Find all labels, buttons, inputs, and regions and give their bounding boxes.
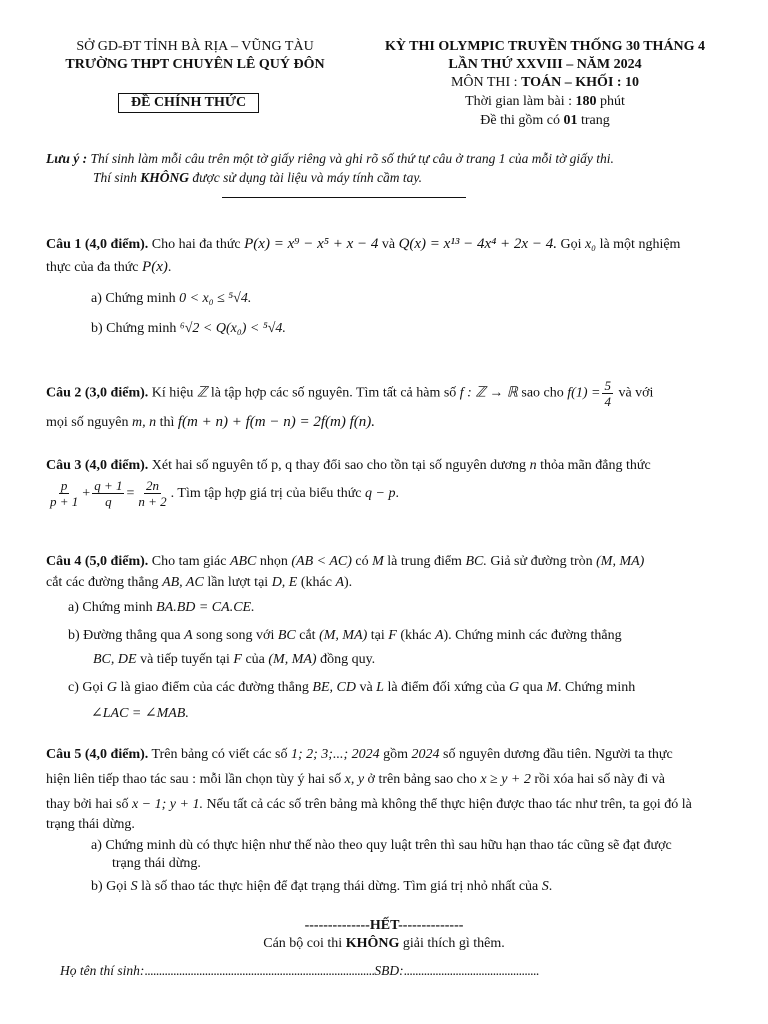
q5-text-b: gồm [379, 747, 412, 762]
q3-equals: = [126, 486, 135, 501]
q4-line2-a: cắt các đường thẳng [46, 575, 163, 590]
q3-label: Câu 3 (4,0 điểm). [46, 458, 149, 473]
pages-prefix: Đề thi gồm có [480, 113, 564, 128]
q5-text-a: Trên bảng có viết các số [148, 747, 291, 762]
q2-f1: f(1) = [567, 385, 601, 401]
q4-circle: (M, MA) [596, 554, 645, 569]
q2-function: f : ℤ → ℝ [459, 385, 518, 401]
q3-f1-num: p [60, 478, 68, 494]
end-marker: --------------HẾT-------------- [304, 918, 464, 933]
q5b-ms: S [130, 879, 138, 894]
q4b-f: ). Chứng minh các đường thẳng [443, 628, 622, 643]
q4b2-b: của [241, 652, 269, 667]
q5-l3-b: Nếu tất cả các số trên bảng mà không thể thực hiện được thao tác như trên, ta gọi đó là [202, 797, 692, 812]
q4-text-b: nhọn [256, 554, 292, 569]
q4b-mf: F [388, 628, 397, 643]
header-department: SỞ GD-ĐT TỈNH BÀ RỊA – VŨNG TÀU [76, 39, 314, 54]
note-text-2-bold: KHÔNG [140, 170, 190, 185]
q4b2-a: và tiếp tuyến tại [136, 652, 234, 667]
q4-line2-b: lần lượt tại [203, 575, 272, 590]
q3-f3-num: 2n [146, 478, 160, 494]
q3-text-end: thỏa mãn đẳng thức [536, 458, 651, 473]
q4-bc: BC. [465, 554, 487, 569]
header-divider [222, 197, 466, 198]
q4b-mbc: BC [277, 628, 296, 643]
q1-part-a [91, 290, 251, 308]
q5-part-b [91, 878, 552, 896]
q3-line2-text: Tìm tập hợp giá trị của biểu thức [174, 486, 366, 501]
q4c-mm: M [546, 680, 558, 695]
q4b2-c: đồng quy. [316, 652, 376, 667]
header-time [345, 94, 745, 110]
q4c-e: qua [519, 680, 547, 695]
candidate-name-dots: ................................................................................ [144, 963, 375, 978]
q5a-text-2: trạng thái dừng. [112, 856, 201, 871]
q3-expression: q − p [365, 486, 396, 501]
q2-mn: m, n [131, 415, 157, 430]
q4-part-b-line-2 [93, 651, 375, 669]
q5-number-list: 1; 2; 3;...; 2024 [290, 747, 380, 762]
q3-fraction-3 [136, 478, 168, 509]
q4-label: Câu 4 (5,0 điểm). [46, 554, 149, 569]
q1-text-d: là một nghiệm [596, 237, 681, 252]
q4c-angle-equation: ∠LAC = ∠MAB. [91, 706, 189, 721]
q1-label: Câu 1 (4,0 điểm). [46, 237, 149, 252]
pages-suffix: trang [577, 113, 610, 128]
q5-l2-a: hiện liên tiếp thao tác sau : mỗi lần chọn tùy ý hai số [46, 772, 345, 787]
q5b-end: . [548, 879, 553, 894]
q4b-d: tại [367, 628, 389, 643]
q5-l3-m: x − 1; y + 1. [131, 797, 203, 812]
q5-text-c: số nguyên dương đầu tiên. Người ta thực [439, 747, 673, 762]
q2-text-b: là tập hợp các số nguyên. Tìm tất cả hàm số [207, 385, 460, 401]
q4-line-2 [46, 574, 352, 592]
subject-value: TOÁN – KHỐI : 10 [521, 75, 640, 90]
q3-line-2 [46, 477, 399, 511]
q4b-c: cắt [295, 628, 320, 643]
proctor-note-a: Cán bộ coi thi [263, 936, 346, 951]
time-prefix: Thời gian làm bài : [465, 94, 576, 109]
q1a-label: a) Chứng minh [91, 291, 180, 306]
q4c-f: . Chứng minh [558, 680, 636, 695]
q2-line-1 [46, 378, 653, 409]
q4b2-m1: BC, DE [93, 652, 137, 667]
q4-text-c: có [351, 554, 373, 569]
candidate-info-line [60, 962, 539, 980]
q5-label: Câu 5 (4,0 điểm). [46, 747, 149, 762]
q1b-label: b) Chứng minh [91, 321, 180, 336]
q4-part-c-line-2 [91, 705, 189, 723]
time-value: 180 [575, 94, 597, 109]
q4-line2-m1: AB, AC [162, 575, 204, 590]
q1-line2-text: thực của đa thức [46, 260, 143, 275]
q4b-b: song song với [192, 628, 278, 643]
q4-text-d: là trung điểm [383, 554, 466, 569]
q4-ab-ac: (AB < AC) [291, 554, 352, 569]
q4b-ma: A [184, 628, 193, 643]
q1-and: và [378, 237, 399, 252]
q4a-math: BA.BD = CA.CE. [156, 600, 255, 615]
q3-text: Xét hai số nguyên tố p, q thay đổi sao cho tồn tại số nguyên dương [148, 458, 530, 473]
q2-integers: ℤ [196, 385, 208, 401]
q2-equation: f(m + n) + f(m − n) = 2f(m) f(n). [177, 414, 375, 430]
q3-fraction-1 [48, 478, 80, 509]
note-text-2b: được sử dụng tài liệu và máy tính cầm tay. [189, 170, 423, 185]
q1-text-c: Gọi [556, 237, 585, 252]
q5-line-3 [46, 796, 692, 814]
q4c-d: là điểm đối xứng của [383, 680, 509, 695]
q4-line-1 [46, 553, 644, 571]
q5-line-4 [46, 816, 135, 834]
q5b-ms2: S [541, 879, 549, 894]
q4-part-a [68, 599, 255, 617]
q2-frac-den: 4 [604, 394, 611, 409]
q4c-a: c) Gọi [68, 680, 107, 695]
q3-f2-num: q + 1 [94, 478, 123, 494]
q3-f2-den: q [105, 494, 112, 510]
q3-n: n [529, 458, 537, 473]
q4-line2-m2: D, E [271, 575, 298, 590]
q4b2-mf: F [233, 652, 242, 667]
q4a-label: a) Chứng minh [68, 600, 157, 615]
q4c-ml: L [376, 680, 384, 695]
header-pages [345, 113, 745, 129]
q2-line2-text: mọi số nguyên [46, 415, 132, 430]
q4-line2-d: ). [344, 575, 353, 590]
q2-text-a: Kí hiệu [148, 385, 197, 401]
q4-part-c-line-1 [68, 679, 635, 697]
q4b-a: b) Đường thẳng qua [68, 628, 185, 643]
q2-thi: thì [156, 415, 178, 430]
q1-poly-q: Q(x) = x¹³ − 4x⁴ + 2x − 4. [398, 236, 557, 252]
q4-m: M [372, 554, 384, 569]
q1-line2-math: P(x) [142, 259, 168, 275]
proctor-note-bold: KHÔNG [345, 936, 400, 951]
q1-text: Cho hai đa thức [148, 237, 245, 252]
header-contest-edition: LẦN THỨ XXVIII – NĂM 2024 [448, 57, 642, 72]
q4c-c: và [355, 680, 377, 695]
q3-line2-end: . [395, 486, 399, 501]
q3-dot: . [170, 486, 175, 501]
q3-f1-den: p + 1 [50, 494, 79, 510]
q5-part-a-line-1 [91, 837, 672, 855]
q2-frac-num: 5 [604, 378, 611, 393]
q5-l3-a: thay bởi hai số [46, 797, 132, 812]
q2-text-c: sao cho [517, 385, 568, 401]
q4c-m1: BE, CD [312, 680, 356, 695]
q4c-b: là giao điểm của các đường thẳng [117, 680, 313, 695]
pages-value: 01 [563, 113, 578, 128]
note-text-2a: Thí sinh [93, 170, 141, 185]
q4-text-a: Cho tam giác [148, 554, 230, 569]
q2-label: Câu 2 (3,0 điểm). [46, 385, 149, 401]
q3-fraction-2 [92, 478, 124, 509]
q4b2-mc: (M, MA) [268, 652, 317, 667]
q1b-math: ⁶√2 < Q(x₀) < ⁵√4. [179, 321, 286, 336]
q4-text-e: Giả sử đường tròn [486, 554, 597, 569]
header-contest-title: KỲ THI OLYMPIC TRUYỀN THỐNG 30 THÁNG 4 [384, 39, 706, 54]
q2-line-2 [46, 413, 375, 432]
note-line-1 [46, 150, 614, 168]
q1-line-2 [46, 258, 171, 277]
q1-line2-end: . [167, 260, 172, 275]
q4-abc: ABC [229, 554, 257, 569]
q3-line-1 [46, 457, 651, 475]
q4b-e: (khác [396, 628, 435, 643]
subject-prefix: MÔN THI : [450, 75, 522, 90]
q5b-a: b) Gọi [91, 879, 131, 894]
q3-plus: + [82, 486, 91, 501]
q5-2024: 2024 [411, 747, 440, 762]
header-subject [345, 75, 745, 91]
q2-text-d: và với [614, 385, 654, 401]
note-label: Lưu ý : [46, 151, 88, 166]
q3-f3-den: n + 2 [138, 494, 167, 510]
q4c-mg: G [106, 680, 118, 695]
q5-line-1 [46, 746, 673, 764]
q5-l2-m1: x, y [344, 772, 365, 787]
q2-fraction [602, 378, 613, 409]
note-text-1: Thí sinh làm mỗi câu trên một tờ giấy riêng và ghi rõ số thứ tự câu ở trang 1 của mỗi tờ giấy thi. [87, 151, 614, 166]
proctor-note [0, 936, 768, 952]
q5-l4: trạng thái dừng. [46, 817, 135, 832]
q1-x0: x₀ [584, 237, 597, 252]
q4-line2-m3: A [335, 575, 345, 590]
header-school: TRƯỜNG THPT CHUYÊN LÊ QUÝ ĐÔN [65, 57, 325, 72]
q5-l2-c: rồi xóa hai số này đi và [530, 772, 666, 787]
q1-line-1 [46, 235, 680, 254]
q4b-mc: (M, MA) [319, 628, 368, 643]
q1a-math: 0 < x₀ ≤ ⁵√4. [179, 291, 252, 306]
q1-poly-p: P(x) = x⁹ − x⁵ + x − 4 [244, 236, 379, 252]
q5-l2-m2: x ≥ y + 2 [480, 772, 531, 787]
note-line-2 [93, 169, 422, 187]
q1-part-b [91, 320, 286, 338]
candidate-sbd-dots: ............................................... [403, 963, 539, 978]
candidate-name-label: Họ tên thí sinh: [60, 963, 145, 978]
q5-l2-b: ở trên bảng sao cho [364, 772, 481, 787]
q4c-mg2: G [508, 680, 520, 695]
q5b-b: là số thao tác thực hiện để đạt trạng thái dừng. Tìm giá trị nhỏ nhất của [137, 879, 542, 894]
official-exam-box: ĐỀ CHÍNH THỨC [118, 93, 259, 113]
q4-line2-c: (khác [297, 575, 336, 590]
q4-part-b-line-1 [68, 627, 622, 645]
q5-part-a-line-2 [112, 855, 201, 873]
q5a-text-1: a) Chứng minh dù có thực hiện như thế nào theo quy luật trên thì sau hữu hạn thao tác cũng sẽ đạt được [91, 838, 672, 853]
q4b-ma2: A [434, 628, 444, 643]
q5-line-2 [46, 771, 665, 789]
time-suffix: phút [596, 94, 625, 109]
candidate-sbd-label: SBD: [374, 963, 404, 978]
proctor-note-b: giải thích gì thêm. [399, 936, 505, 951]
